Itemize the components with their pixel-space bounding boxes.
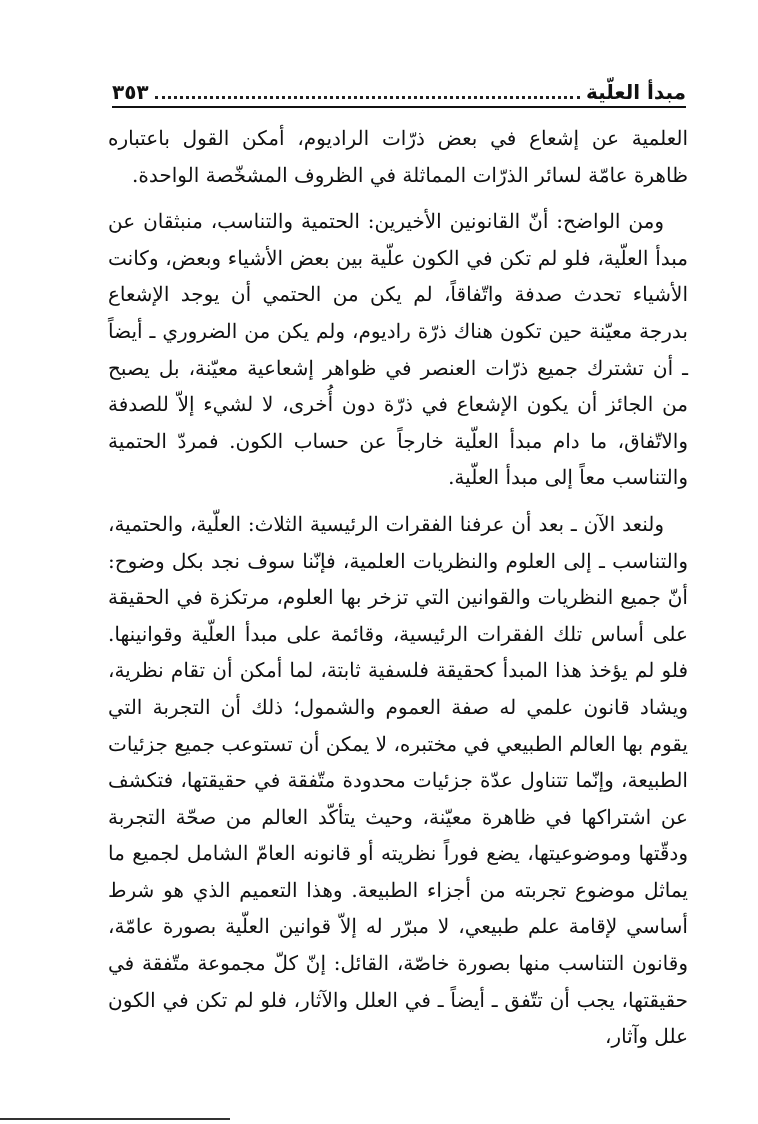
paragraph-3: ولنعد الآن ـ بعد أن عرفنا الفقرات الرئيسية الثلاث: العلّية، والحتمية، والتناسب ـ إلى العلوم والنظريات العلمية، فإنّنا سوف نجد بكل وضوح: أنّ جميع النظريات والقوانين التي تزخر بها العلوم، مرتكزة في الحقيقة على أساس تلك الفقرات الرئيسية، وقائمة على مبدأ العلّية وقوانينها. فلو لم يؤخذ هذا المبدأ كحقيقة فلسفية ثابتة، لما أمكن أن تقام نظرية، ويشاد قانون علمي له صفة العموم والشمول؛ ذلك أن التجربة التي يقوم بها العالم الطبيعي في مختبره، لا يمكن أن تستوعب جميع جزئيات الطبيعة، وإنّما تتناول عدّة جزئيات محدودة متّفقة في حقيقتها، فتكشف عن اشتراكها في ظاهرة معيّنة، وحيث يتأكّد العالم من صحّة التجربة ودقّتها وموضوعيتها، يضع فوراً نظريته أو قانونه العامّ الشامل لجميع ما يماثل موضوع تجربته من أجزاء الطبيعة. وهذا التعميم الذي هو شرط أساسي لإقامة علم طبيعي، لا مبرّر له إلاّ قوانين العلّية بصورة عامّة، وقانون التناسب منها بصورة خاصّة، القائل: إنّ كلّ مجموعة متّفقة في حقيقتها، يجب أن تتّفق ـ أيضاً ـ في العلل والآثار، فلو لم تكن في الكون علل وآثار،: [108, 511, 688, 1049]
running-header: [112, 68, 686, 104]
paragraph-2: ومن الواضح: أنّ القانونين الأخيرين: الحتمية والتناسب، منبثقان عن مبدأ العلّية، فلو لم تكن في الكون علّية بين بعض الأشياء وبعض، وكانت الأشياء تحدث صدفة واتّفاقاً، لم يكن من الحتمي أن يوجد الإشعاع بدرجة معيّنة حين تكون هناك ذرّة راديوم، ولم يكن من الضروري ـ أيضاً ـ أن تشترك جميع ذرّات العنصر في ظواهر إشعاعية معيّنة، بل يصبح من الجائز أن يكون الإشعاع في ذرّة دون أُخرى، لا لشيء إلاّ للصدفة والاتّفاق، ما دام مبدأ العلّية خارجاً عن حساب الكون. فمردّ الحتمية والتناسب معاً إلى مبدأ العلّية.: [108, 209, 688, 490]
body-text: [108, 120, 688, 1049]
chapter-title: مبدأ العلّية: [585, 80, 686, 104]
paragraph-1: العلمية عن إشعاع في بعض ذرّات الراديوم، أمكن القول باعتباره ظاهرة عامّة لسائر الذرّات المماثلة في الظروف المشخّصة الواحدة.: [108, 126, 688, 187]
header-rule: [112, 106, 686, 108]
footer-rule: [0, 1118, 230, 1120]
leader-dots: [155, 96, 580, 99]
page-number: ٣٥٣: [112, 80, 149, 104]
